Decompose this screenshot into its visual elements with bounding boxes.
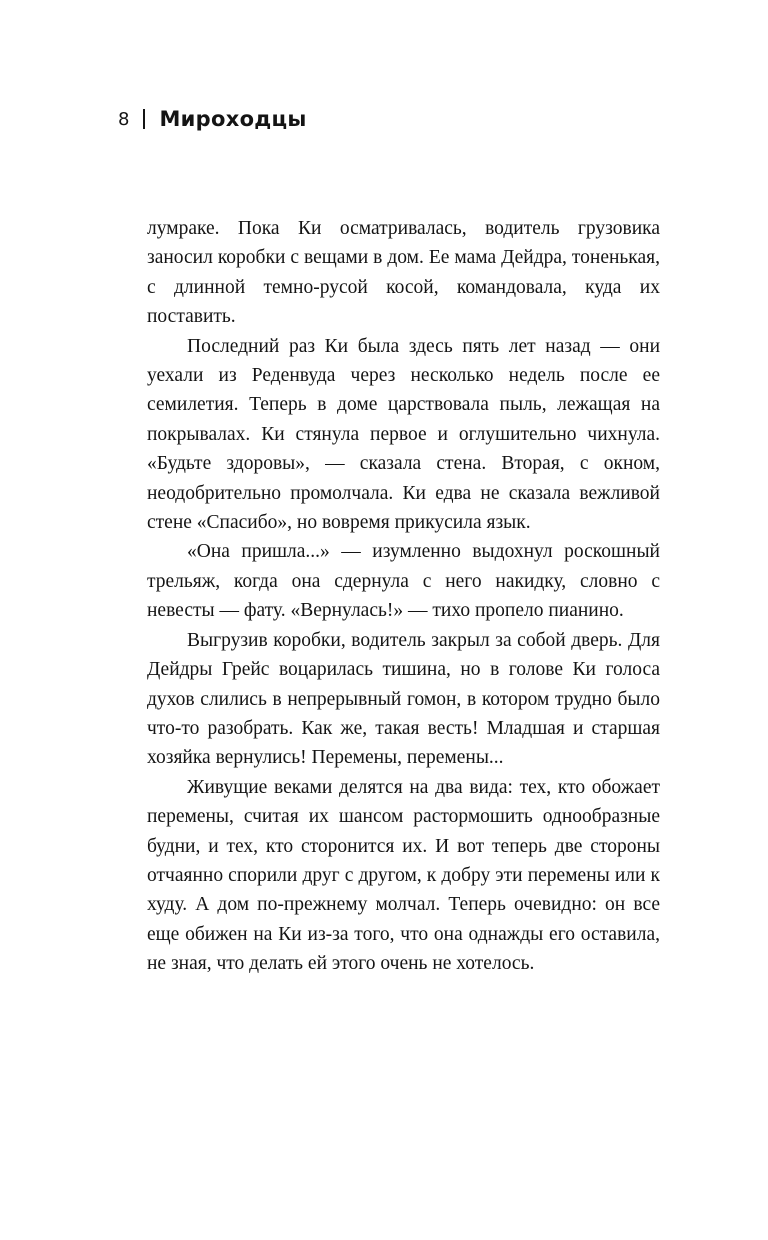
paragraph-2: Последний раз Ки была здесь пять лет назад — они уехали из Реденвуда через несколько недель после ее семилетия. Теперь в доме царствовала пыль, лежащая на покрывалах. Ки стянула первое и оглушительно чихнула. «Будьте здоровы», — сказала стена. Вторая, с окном, неодобрительно промолчала. Ки едва не сказала вежливой стене «Спасибо», но вовремя прикусила язык. <box>147 335 660 534</box>
running-head <box>118 103 307 135</box>
body-text <box>147 214 660 979</box>
paragraph-3: «Она пришла...» — изумленно выдохнул роскошный трельяж, когда она сдернула с него накидку, словно с невесты — фату. «Вернулась!» — тихо пропело пианино. <box>147 541 660 622</box>
page-number: 8 <box>118 108 130 130</box>
paragraph-5: Живущие веками делятся на два вида: тех, кто обожает перемены, считая их шансом растормошить однообразные будни, и тех, кто сторонится их. И вот теперь две стороны отчаянно спорили друг с другом, к добру эти перемены или к худу. А дом по-прежнему молчал. Теперь очевидно: он все еще обижен на Ки из-за того, что она однажды его оставила, не зная, что делать ей этого очень не хотелось. <box>147 776 660 975</box>
header-divider <box>143 109 145 129</box>
book-title: Мироходцы <box>159 107 307 131</box>
paragraph-1: лумраке. Пока Ки осматривалась, водитель грузовика заносил коробки с вещами в дом. Ее мама Дейдра, тоненькая, с длинной темно-русой косой, командовала, куда их поставить. <box>147 218 660 328</box>
paragraph-4: Выгрузив коробки, водитель закрыл за собой дверь. Для Дейдры Грейс воцарилась тишина, но в голове Ки голоса духов слились в непрерывный гомон, в котором трудно было что-то разобрать. Как же, такая весть! Младшая и старшая хозяйка вернулись! Перемены, перемены... <box>147 629 660 769</box>
